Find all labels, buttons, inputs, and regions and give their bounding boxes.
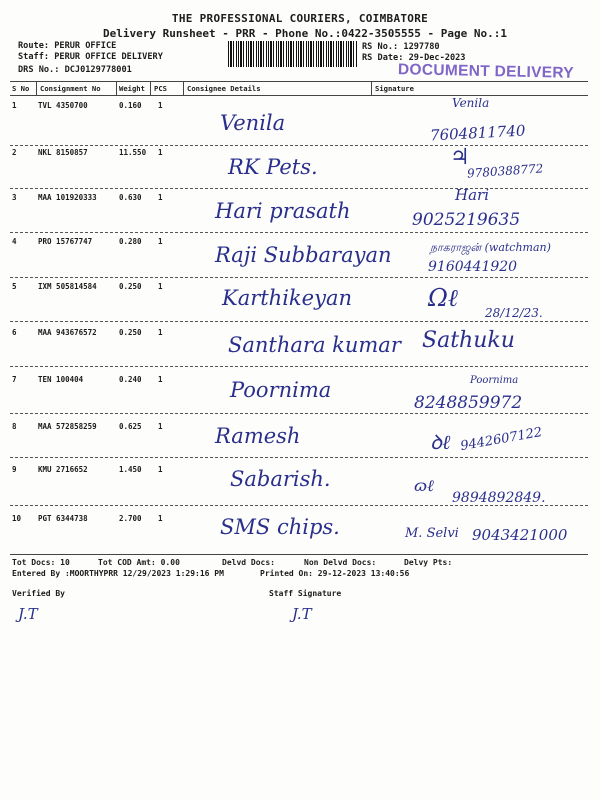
- consignee-name: Santhara kumar: [228, 333, 401, 357]
- row-sno: 4: [12, 237, 17, 246]
- consignee-name: SMS chips.: [220, 515, 340, 539]
- row-consignment: KMU 2716652: [38, 465, 88, 474]
- total-cod-amount: Tot COD Amt: 0.00: [98, 558, 180, 567]
- signature-note: Poornima: [470, 375, 519, 386]
- delivery-date: 28/12/23.: [485, 306, 543, 320]
- receiver-phone: 7604811740: [429, 121, 526, 145]
- delivered-docs: Delvd Docs:: [222, 558, 275, 567]
- total-docs: Tot Docs: 10: [12, 558, 70, 567]
- signature-note: Venila: [452, 96, 490, 110]
- receiver-phone: 9780388772: [466, 161, 544, 181]
- receiver-phone: 9160441920: [428, 259, 518, 275]
- row-pcs: 1: [158, 193, 163, 202]
- row-sno: 10: [12, 514, 22, 523]
- col-header-pcs: PCS: [154, 84, 167, 93]
- row-separator: [10, 457, 588, 458]
- row-pcs: 1: [158, 282, 163, 291]
- consignee-name: Venila: [220, 111, 286, 135]
- row-separator: [10, 277, 588, 278]
- receiver-phone: 9025219635: [412, 210, 521, 230]
- staff-signature: J.T: [292, 605, 312, 623]
- row-weight: 11.550: [119, 148, 147, 157]
- row-consignment: IXM 505814584: [38, 282, 97, 291]
- row-sno: 9: [12, 465, 17, 474]
- verified-by-signature: J.T: [18, 605, 38, 623]
- row-weight: 0.280: [119, 237, 142, 246]
- row-weight: 2.700: [119, 514, 142, 523]
- row-weight: 0.625: [119, 422, 142, 431]
- row-separator: [10, 232, 588, 233]
- table-header-border: [10, 95, 588, 96]
- report-subtitle: Delivery Runsheet - PRR - Phone No.:0422-3505555 - Page No.:1: [103, 27, 507, 40]
- row-sno: 1: [12, 101, 17, 110]
- row-separator: [10, 321, 588, 322]
- verified-by-label: Verified By: [12, 589, 65, 598]
- entered-by: Entered By :MOORTHYPRR 12/29/2023 1:29:16 PM: [12, 569, 224, 578]
- consignee-name: Sabarish.: [230, 467, 331, 491]
- row-consignment: MAA 572858259: [38, 422, 97, 431]
- row-weight: 0.630: [119, 193, 142, 202]
- row-sno: 2: [12, 148, 17, 157]
- row-pcs: 1: [158, 422, 163, 431]
- col-header-sno: S No: [12, 84, 30, 93]
- row-sno: 7: [12, 375, 17, 384]
- table-bottom-border: [10, 554, 588, 555]
- row-consignment: NKL 8150857: [38, 148, 88, 157]
- rs-date: RS Date: 29-Dec-2023: [362, 53, 466, 63]
- col-divider: [36, 81, 37, 95]
- row-weight: 0.160: [119, 101, 142, 110]
- col-divider: [116, 81, 117, 95]
- drs-number: DRS No.: DCJ0129778001: [18, 65, 132, 75]
- row-consignment: MAA 101920333: [38, 193, 97, 202]
- rs-number: RS No.: 1297780: [362, 42, 440, 52]
- printed-on: Printed On: 29-12-2023 13:40:56: [260, 569, 410, 578]
- table-top-border: [10, 81, 588, 82]
- row-pcs: 1: [158, 328, 163, 337]
- signature-mark: Ωℓ: [428, 284, 458, 312]
- receiver-phone: 8248859972: [414, 393, 523, 413]
- consignee-name: Raji Subbarayan: [215, 243, 392, 267]
- delivery-points: Delvy Pts:: [404, 558, 453, 567]
- row-consignment: TEN 100404: [38, 375, 84, 384]
- signature-note: Sathuku: [422, 328, 515, 353]
- col-divider: [150, 81, 151, 95]
- signature-mark: ɷℓ: [414, 476, 434, 495]
- consignee-name: Hari prasath: [215, 199, 351, 223]
- row-pcs: 1: [158, 375, 163, 384]
- row-separator: [10, 505, 588, 506]
- row-pcs: 1: [158, 514, 163, 523]
- row-weight: 0.250: [119, 282, 142, 291]
- row-sno: 3: [12, 193, 17, 202]
- signature-mark: ꝺℓ: [430, 430, 451, 454]
- row-sno: 6: [12, 328, 17, 337]
- row-separator: [10, 188, 588, 189]
- signature-note: நாகராஜன் (watchman): [430, 241, 551, 254]
- col-header-signature: Signature: [375, 84, 414, 93]
- col-divider: [183, 81, 184, 95]
- row-separator: [10, 413, 588, 414]
- signature-mark: ♃: [450, 145, 470, 170]
- consignee-name: Poornima: [230, 378, 332, 402]
- row-separator: [10, 145, 588, 146]
- receiver-phone: 9043421000: [472, 526, 568, 544]
- row-weight: 0.250: [119, 328, 142, 337]
- receiver-phone: 9894892849.: [452, 490, 546, 506]
- row-consignment: PRO 15767747: [38, 237, 93, 246]
- row-weight: 1.450: [119, 465, 142, 474]
- signature-note: Hari: [455, 186, 489, 204]
- row-consignment: PGT 6344738: [38, 514, 88, 523]
- col-divider: [371, 81, 372, 95]
- col-header-consignee: Consignee Details: [187, 84, 261, 93]
- row-pcs: 1: [158, 465, 163, 474]
- consignee-name: Karthikeyan: [222, 286, 352, 310]
- row-sno: 8: [12, 422, 17, 431]
- row-weight: 0.240: [119, 375, 142, 384]
- row-sno: 5: [12, 282, 17, 291]
- col-header-consignment: Consignment No: [40, 84, 101, 93]
- consignee-name: Ramesh: [215, 424, 301, 448]
- row-consignment: TVL 4350700: [38, 101, 88, 110]
- route-label: Route: PERUR OFFICE: [18, 41, 117, 51]
- staff-signature-label: Staff Signature: [269, 589, 342, 598]
- row-consignment: MAA 943676572: [38, 328, 97, 337]
- report-title: THE PROFESSIONAL COURIERS, COIMBATORE: [171, 12, 429, 25]
- staff-label: Staff: PERUR OFFICE DELIVERY: [18, 52, 163, 62]
- col-header-weight: Weight: [119, 84, 145, 93]
- document-delivery-stamp: DOCUMENT DELIVERY: [397, 61, 575, 82]
- row-pcs: 1: [158, 101, 163, 110]
- receiver-phone: 9442607122: [459, 424, 544, 455]
- row-separator: [10, 366, 588, 367]
- consignee-name: RK Pets.: [228, 155, 318, 179]
- signature-note: M. Selvi: [405, 526, 459, 541]
- barcode: [228, 41, 358, 67]
- row-pcs: 1: [158, 237, 163, 246]
- row-pcs: 1: [158, 148, 163, 157]
- non-delivered-docs: Non Delvd Docs:: [304, 558, 377, 567]
